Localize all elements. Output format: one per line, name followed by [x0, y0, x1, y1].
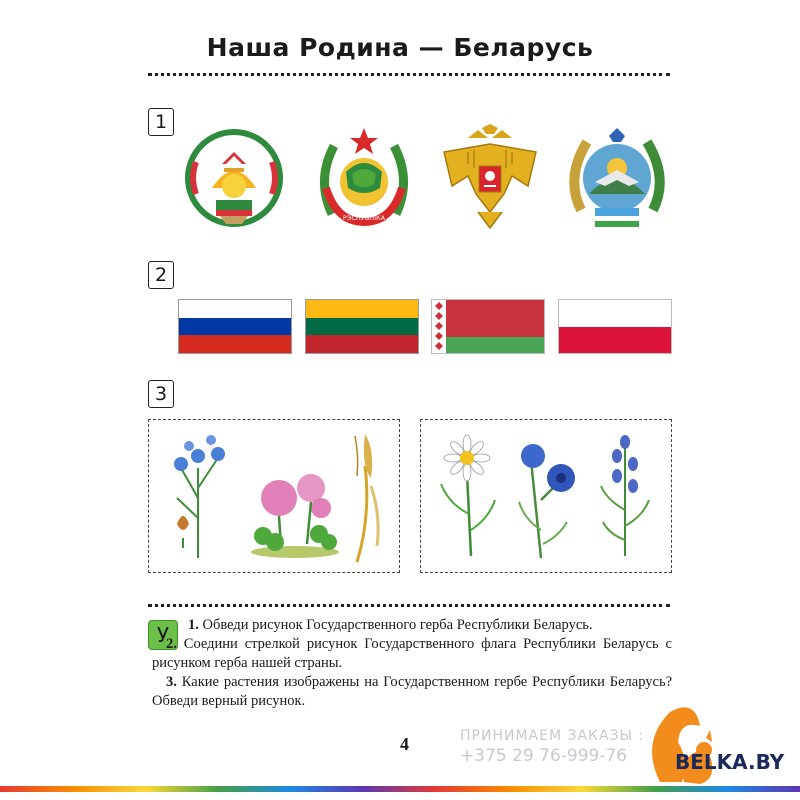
flax-plant — [163, 428, 233, 560]
rainbow-strip — [0, 786, 800, 792]
plant-group-2[interactable] — [420, 419, 672, 573]
plant-group-1[interactable] — [148, 419, 400, 573]
belarus-emblem-ribbon: РЭСПУБЛІКА — [342, 214, 386, 222]
wheat-ear-plant — [341, 426, 387, 566]
flag-poland[interactable] — [558, 299, 672, 354]
russia-emblem[interactable] — [438, 124, 542, 234]
bluebell-plant — [597, 430, 653, 560]
belarus-emblem[interactable] — [312, 124, 416, 234]
tasks-divider — [148, 604, 670, 607]
title-divider — [148, 73, 670, 76]
section-number-3: 3 — [148, 380, 174, 408]
uzbekistan-emblem[interactable] — [565, 124, 669, 234]
task-item-3: 3. Какие растения изображены на Государственном гербе Республики Беларусь? Обведи верный рисунок. — [152, 674, 673, 709]
flag-lithuania[interactable] — [305, 299, 419, 354]
flag-belarus[interactable] — [431, 299, 545, 354]
flag-russia[interactable] — [178, 299, 292, 354]
brand-name: BELKA.BY — [675, 750, 785, 774]
section-number-2: 2 — [148, 261, 174, 289]
task-item-2: 2. Соедини стрелкой рисунок Государственного флага Республики Беларусь с рисунком герба нашей страны. — [152, 636, 672, 671]
watermark — [460, 728, 644, 766]
section-number-1: 1 — [148, 108, 174, 136]
clover-plant — [249, 458, 341, 558]
page-title: Наша Родина — Беларусь — [206, 33, 594, 62]
task-badge: У — [148, 620, 178, 650]
watermark-phone: +375 29 76-999-76 — [460, 746, 628, 766]
tajikistan-emblem[interactable] — [182, 124, 286, 234]
task-list — [152, 616, 673, 711]
page-number: 4 — [400, 734, 409, 754]
cornflower-plant — [511, 440, 581, 560]
watermark-line-1: ПРИНИМАЕМ ЗАКАЗЫ : — [460, 728, 645, 744]
chamomile-plant — [435, 434, 501, 558]
squirrel-logo-icon — [640, 702, 790, 792]
task-item-1: 1. Обведи рисунок Государственного герба Республики Беларусь. — [188, 617, 593, 633]
